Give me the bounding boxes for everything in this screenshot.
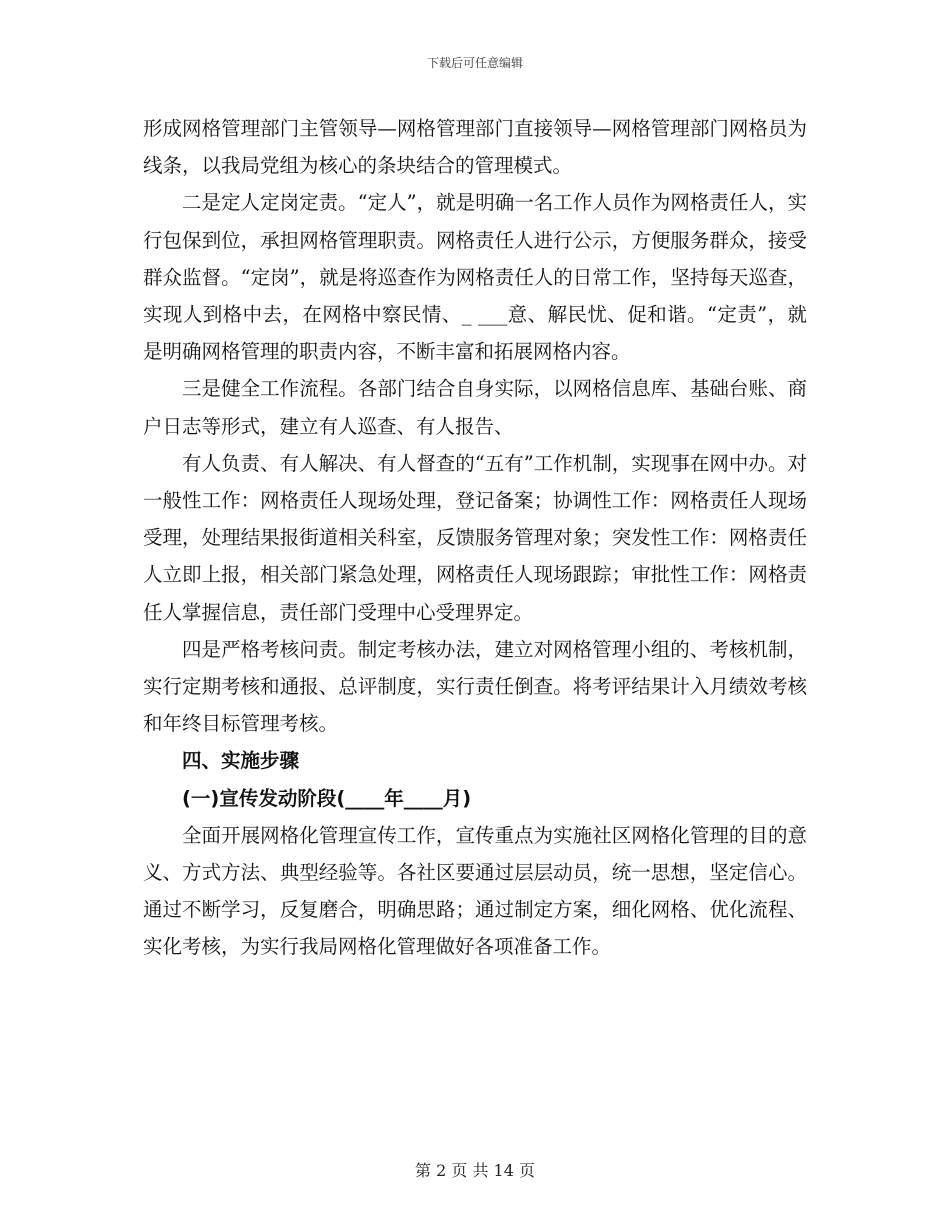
page-number: 第 2 页 共 14 页	[415, 1161, 535, 1180]
paragraph-publicity: 全面开展网格化管理宣传工作，宣传重点为实施社区网格化管理的目的意义、方式方法、典型经验等。各社区要通过层层动员，统一思想，坚定信心。通过不断学习，反复磨合，明确思路；通过制定方案，细化网格、优化流程、实化考核，为实行我局网格化管理做好各项准备工作。	[143, 823, 807, 959]
paragraph-fixed-post-duty: 二是定人定岗定责。“定人”，就是明确一名工作人员作为网格责任人，实行包保到位，承担网格管理职责。网格责任人进行公示，方便服务群众，接受群众监督。“定岗”，就是将巡查作为网格责任人的日常工作，坚持每天巡查，实现人到格中去，在网格中察民情、_ ___意、解民忧、促和谐。“定责”，就是明确网格管理的职责内容，不断丰富和拓展网格内容。	[143, 191, 807, 364]
paragraph-work-process: 三是健全工作流程。各部门结合自身实际，以网格信息库、基础台账、商户日志等形式，建立有人巡查、有人报告、	[143, 377, 807, 438]
document-body	[143, 110, 807, 966]
paragraph-five-haves: 有人负责、有人解决、有人督查的“五有”工作机制，实现事在网中办。对一般性工作：网格责任人现场处理，登记备案；协调性工作：网格责任人现场受理，处理结果报街道相关科室，反馈服务管理对象；突发性工作：网格责任人立即上报，相关部门紧急处理，网格责任人现场跟踪；审批性工作：网格责任人掌握信息，责任部门受理中心受理界定。	[143, 451, 807, 624]
section-heading-implementation: 四、实施步骤	[182, 749, 300, 773]
subsection-heading-publicity: (一)宣传发动阶段(____年____月)	[182, 786, 472, 810]
paragraph-management-model: 形成网格管理部门主管领导—网格管理部门直接领导—网格管理部门网格员为线条，以我局党组为核心的条块结合的管理模式。	[143, 117, 807, 178]
page-header: 下载后可任意编辑	[426, 56, 523, 70]
paragraph-assessment: 四是严格考核问责。制定考核办法，建立对网格管理小组的、考核机制，实行定期考核和通报、总评制度，实行责任倒查。将考评结果计入月绩效考核和年终目标管理考核。	[143, 637, 807, 736]
